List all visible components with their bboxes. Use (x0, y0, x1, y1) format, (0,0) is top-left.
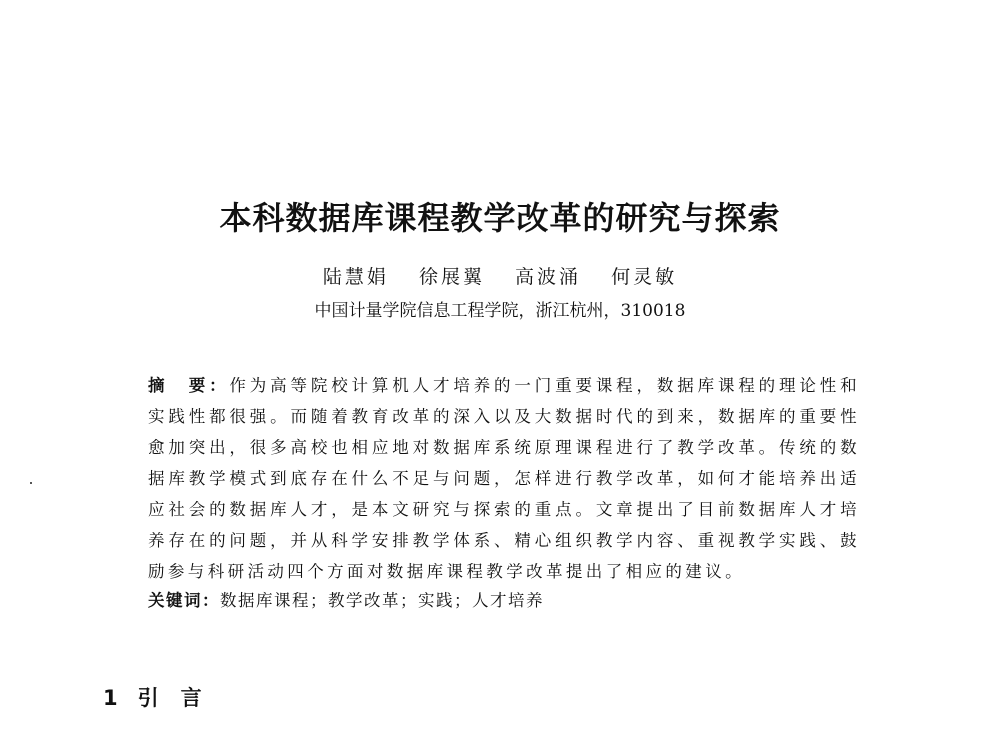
author-name: 何灵敏 (611, 266, 678, 288)
scan-speck (30, 482, 32, 484)
paper-title: 本科数据库课程教学改革的研究与探索 (219, 199, 781, 237)
keywords-text: 数据库课程；教学改革；实践；人才培养 (220, 591, 544, 610)
author-name: 高波涌 (515, 266, 582, 288)
keywords-label: 关键词： (148, 591, 220, 610)
abstract (148, 370, 860, 587)
affiliation: 中国计量学院信息工程学院，浙江杭州，310018 (314, 301, 686, 321)
abstract-text: 作为高等院校计算机人才培养的一门重要课程，数据库课程的理论性和实践性都很强。而随着教育改革的深入以及大数据时代的到来，数据库的重要性愈加突出，很多高校也相应地对数据库系统原理课程进行了教学改革。传统的数据库教学模式到底存在什么不足与问题，怎样进行教学改革，如何才能培养出适应社会的数据库人才，是本文研究与探索的重点。文章提出了目前数据库人才培养存在的问题，并从科学安排教学体系、精心组织教学内容、重视教学实践、鼓励参与科研活动四个方面对数据库课程教学改革提出了相应的建议。 (148, 376, 860, 581)
section-number: 1 (103, 686, 118, 710)
author-list (0, 262, 1000, 289)
section-heading (103, 682, 224, 712)
author-name: 徐展翼 (418, 266, 485, 288)
author-name: 陆慧娟 (322, 266, 389, 288)
abstract-label: 摘 要： (148, 376, 230, 395)
section-title: 引言 (137, 686, 224, 710)
keywords (148, 587, 544, 611)
